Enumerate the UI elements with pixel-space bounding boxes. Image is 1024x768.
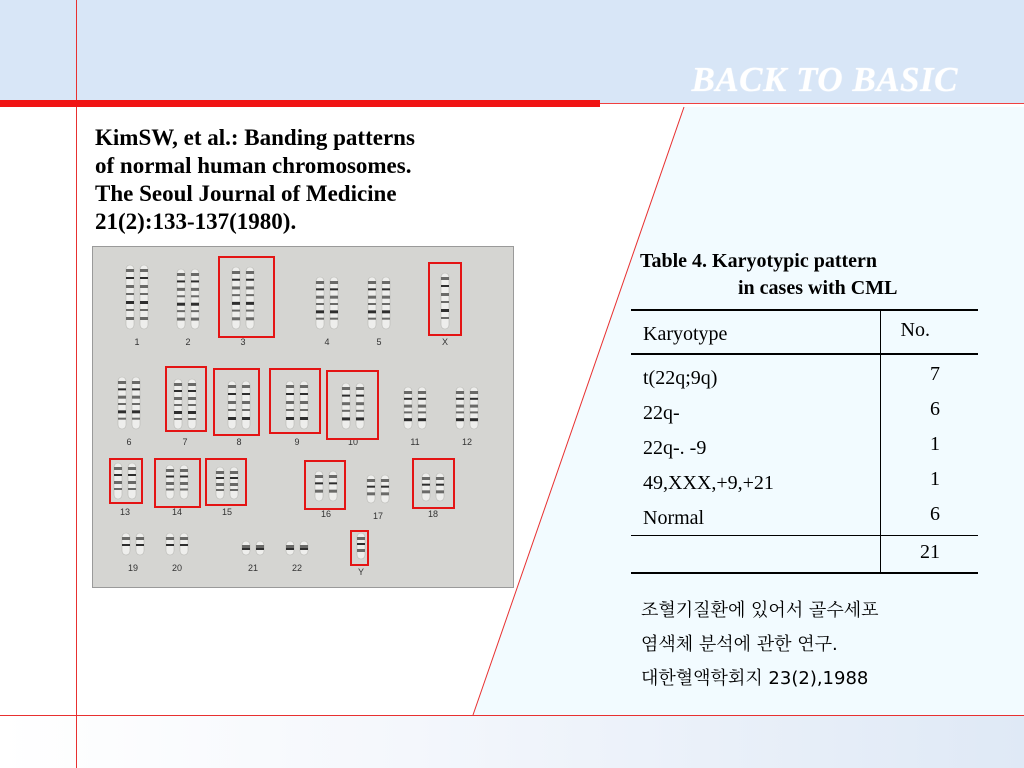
chromosome-pair-15 xyxy=(206,459,246,517)
chromosome-label: 10 xyxy=(347,437,359,447)
count-cell: 1 xyxy=(930,468,940,490)
chromosome-pair-11 xyxy=(404,387,426,447)
table-total-row xyxy=(631,537,978,573)
chromosome-label: 5 xyxy=(376,337,382,347)
table-column-divider xyxy=(880,311,881,353)
karyotype-image xyxy=(92,246,514,588)
chromosome-pair-10 xyxy=(327,371,378,447)
citation-line: KimSW, et al.: Banding patterns xyxy=(95,125,415,150)
chromosome-label: 21 xyxy=(247,563,259,573)
karyotype-cell: 22q- xyxy=(643,402,680,424)
chromosome-pair-1 xyxy=(126,265,148,347)
highlight-box xyxy=(166,367,206,431)
citation-line: of normal human chromosomes. xyxy=(95,153,412,178)
highlight-box xyxy=(327,371,378,439)
column-header-no: No. xyxy=(900,319,930,341)
chromosome-label: 3 xyxy=(240,337,246,347)
chromosome-pair-17 xyxy=(367,475,389,521)
chromosome-label: 1 xyxy=(134,337,140,347)
chromosome-label: 17 xyxy=(372,511,384,521)
chromosome-pair-9 xyxy=(270,369,320,447)
karyotype-cell: t(22q;9q) xyxy=(643,367,718,389)
chromosome-pair-16 xyxy=(305,461,345,519)
table-header-row xyxy=(631,313,978,349)
chromosome-pair-6 xyxy=(118,377,140,447)
chromosome-label: 13 xyxy=(119,507,131,517)
count-cell: 7 xyxy=(930,363,940,385)
chromosome-label: Y xyxy=(357,567,365,577)
footer-divider xyxy=(0,715,1024,716)
chromosome-pair-14 xyxy=(155,459,200,517)
citation-line: 21(2):133-137(1980). xyxy=(95,209,297,234)
chromosome-pair-5 xyxy=(368,277,390,347)
column-header-karyotype: Karyotype xyxy=(643,323,728,345)
chromosome-label: 18 xyxy=(427,509,439,519)
chromosome-pair-13 xyxy=(110,459,142,517)
table-caption xyxy=(640,248,897,302)
chromosome-pair-2 xyxy=(177,269,199,347)
chromosome-label: 9 xyxy=(294,437,300,447)
chromosome-pair-8 xyxy=(214,369,259,447)
chromosome-pair-12 xyxy=(456,387,478,447)
chromosome-label: 6 xyxy=(126,437,132,447)
korean-citation xyxy=(641,594,879,696)
chromosome-pair-y xyxy=(351,531,368,577)
chromosome-pair-4 xyxy=(316,277,338,347)
chromosome-label: 12 xyxy=(461,437,473,447)
slide-header-title: BACK TO BASIC xyxy=(691,60,958,99)
chromosome-label: 19 xyxy=(127,563,139,573)
chromosome-pair-20 xyxy=(166,533,188,573)
highlight-box xyxy=(305,461,345,509)
highlight-box xyxy=(214,369,259,435)
karyotype-figure xyxy=(93,247,513,587)
karyotype-table xyxy=(631,309,978,577)
table-column-divider xyxy=(880,355,881,535)
korean-citation-line: 염색체 분석에 관한 연구. xyxy=(641,634,838,655)
chromosome-label: 7 xyxy=(182,437,188,447)
table-row xyxy=(631,501,978,537)
citation-line: The Seoul Journal of Medicine xyxy=(95,181,397,206)
table-column-divider xyxy=(880,536,881,572)
table-header-rule xyxy=(631,353,978,355)
chromosome-pair-21 xyxy=(242,541,264,573)
table-row xyxy=(631,431,978,467)
footer-band xyxy=(0,716,1024,768)
table-top-rule xyxy=(631,309,978,311)
chromosome-pair-x xyxy=(429,263,461,347)
table-bottom-rule xyxy=(631,572,978,574)
citation-text xyxy=(95,124,415,236)
chromosome-label: 2 xyxy=(185,337,191,347)
karyotype-cell: Normal xyxy=(643,507,705,529)
count-cell: 1 xyxy=(930,433,940,455)
left-vertical-rule xyxy=(76,0,77,768)
highlight-box xyxy=(413,459,454,508)
table-caption-line: in cases with CML xyxy=(738,277,898,299)
korean-citation-line: 대한혈액학회지 23(2),1988 xyxy=(641,668,869,689)
table-row xyxy=(631,466,978,502)
karyotype-cell: 49,XXX,+9,+21 xyxy=(643,472,774,494)
highlight-box xyxy=(270,369,320,433)
chromosome-label: 14 xyxy=(171,507,183,517)
karyotype-cell: 22q-. -9 xyxy=(643,437,707,459)
chromosome-pair-19 xyxy=(122,533,144,573)
chromosome-pair-7 xyxy=(166,367,206,447)
table-total-rule xyxy=(631,535,978,536)
table-row xyxy=(631,361,978,397)
total-cell: 21 xyxy=(920,541,940,563)
highlight-box xyxy=(155,459,200,507)
header-thin-line xyxy=(600,103,1024,104)
chromosome-pair-3 xyxy=(219,257,274,347)
chromosome-label: 8 xyxy=(236,437,242,447)
header-red-bar xyxy=(0,100,600,107)
chromosome-pair-18 xyxy=(413,459,454,519)
korean-citation-line: 조혈기질환에 있어서 골수세포 xyxy=(641,600,879,621)
chromosome-label: 22 xyxy=(291,563,303,573)
count-cell: 6 xyxy=(930,398,940,420)
table-caption-line: Table 4. Karyotypic pattern xyxy=(640,250,878,272)
highlight-box xyxy=(206,459,246,505)
table-row xyxy=(631,396,978,432)
chromosome-label: 15 xyxy=(221,507,233,517)
chromosome-label: 16 xyxy=(320,509,332,519)
chromosome-label: 20 xyxy=(171,563,183,573)
chromosome-label: 11 xyxy=(410,437,420,447)
chromosome-pair-22 xyxy=(286,541,308,573)
chromosome-label: X xyxy=(441,337,449,347)
chromosome-label: 4 xyxy=(324,337,330,347)
count-cell: 6 xyxy=(930,503,940,525)
